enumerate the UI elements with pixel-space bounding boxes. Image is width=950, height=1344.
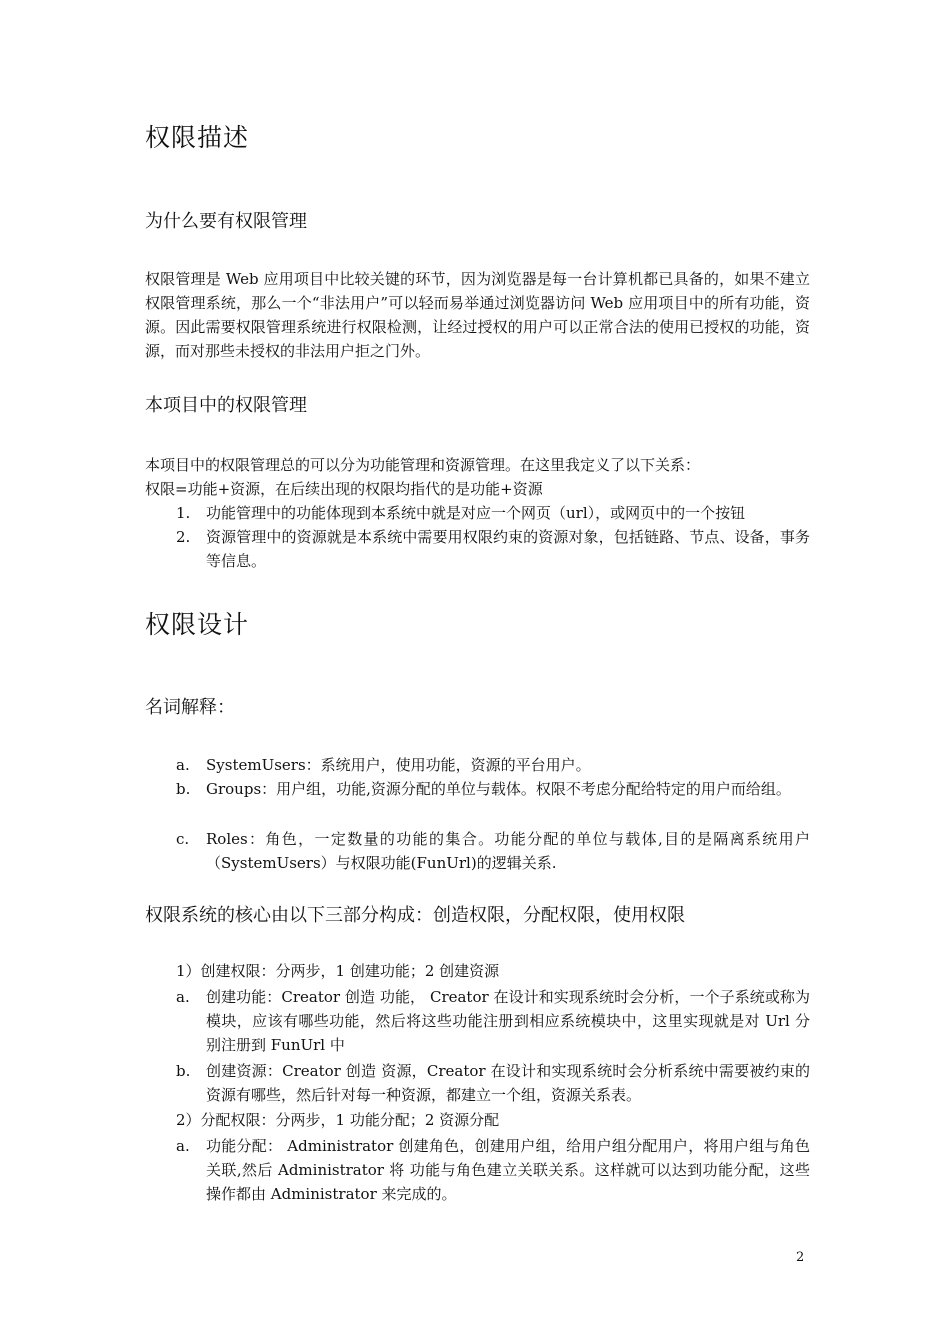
list-item — [176, 753, 810, 777]
subsection-title-project: 本项目中的权限管理 — [145, 395, 307, 416]
subsection-title-core: 权限系统的核心由以下三部分构成：创造权限，分配权限，使用权限 — [145, 905, 685, 926]
list-item — [176, 525, 810, 573]
list-item-text: 创建功能：Creator 创造 功能， Creator 在设计和实现系统时会分析，一个子系统或称为模块，应该有哪些功能，然后将这些功能注册到相应系统模块中，这里实现就是对 Url 分别注册到 FunUrl 中 — [206, 988, 810, 1054]
list-item — [176, 1059, 810, 1107]
paragraph-project-line2: 权限=功能+资源，在后续出现的权限均指代的是功能+资源 — [145, 480, 543, 498]
list-marker: b. — [176, 780, 191, 798]
list-item-text: Roles：角色，一定数量的功能的集合。功能分配的单位与载体,目的是隔离系统用户（SystemUsers）与权限功能(FunUrl)的逻辑关系. — [206, 830, 810, 872]
paragraph-why: 权限管理是 Web 应用项目中比较关键的环节，因为浏览器是每一台计算机都已具备的，如果不建立权限管理系统，那么一个“非法用户”可以轻而易举通过浏览器访问 Web 应用项目中的所有功能，资源。因此需要权限管理系统进行权限检测，让经过授权的用户可以正常合法的使用已授权的功能，资源，而对那些未授权的非法用户拒之门外。 — [145, 270, 810, 360]
list-item-text: 功能分配： Administrator 创建角色，创建用户组，给用户组分配用户，将用户组与角色关联,然后 Administrator 将 功能与角色建立关联关系。这样就可以达到功能分配，这些操作都由 Administrator 来完成的。 — [206, 1137, 810, 1203]
list-item — [176, 777, 810, 801]
list-item — [176, 1134, 810, 1206]
list-item — [176, 501, 810, 525]
list-item-text: 创建资源：Creator 创造 资源，Creator 在设计和实现系统时会分析系统中需要被约束的资源有哪些，然后针对每一种资源，都建立一个组，资源关系表。 — [206, 1062, 810, 1104]
section-title-permission-description: 权限描述 — [145, 123, 250, 152]
list-item-text: 功能管理中的功能体现到本系统中就是对应一个网页（url），或网页中的一个按钮 — [206, 504, 746, 522]
list-item — [176, 985, 810, 1057]
list-marker: 1. — [176, 504, 191, 522]
step-create-permission: 1）创建权限：分两步，1 创建功能；2 创建资源 — [176, 962, 500, 980]
subsection-title-why: 为什么要有权限管理 — [145, 211, 307, 232]
list-marker: a. — [176, 988, 190, 1006]
list-item — [176, 827, 810, 875]
subsection-title-terms: 名词解释： — [145, 697, 235, 718]
list-item-text: Groups：用户组，功能,资源分配的单位与载体。权限不考虑分配给特定的用户而给组。 — [206, 780, 791, 798]
page-number: 2 — [796, 1250, 805, 1265]
section-title-permission-design: 权限设计 — [145, 610, 250, 639]
list-marker: a. — [176, 1137, 190, 1155]
list-item-text: SystemUsers：系统用户，使用功能，资源的平台用户。 — [206, 756, 591, 774]
list-marker: a. — [176, 756, 190, 774]
list-marker: b. — [176, 1062, 191, 1080]
step-assign-permission: 2）分配权限：分两步，1 功能分配；2 资源分配 — [176, 1111, 500, 1129]
list-marker: 2. — [176, 528, 191, 546]
list-marker: c. — [176, 830, 190, 848]
list-item-text: 资源管理中的资源就是本系统中需要用权限约束的资源对象，包括链路、节点、设备，事务等信息。 — [206, 528, 810, 570]
paragraph-project-line1: 本项目中的权限管理总的可以分为功能管理和资源管理。在这里我定义了以下关系： — [145, 456, 701, 474]
